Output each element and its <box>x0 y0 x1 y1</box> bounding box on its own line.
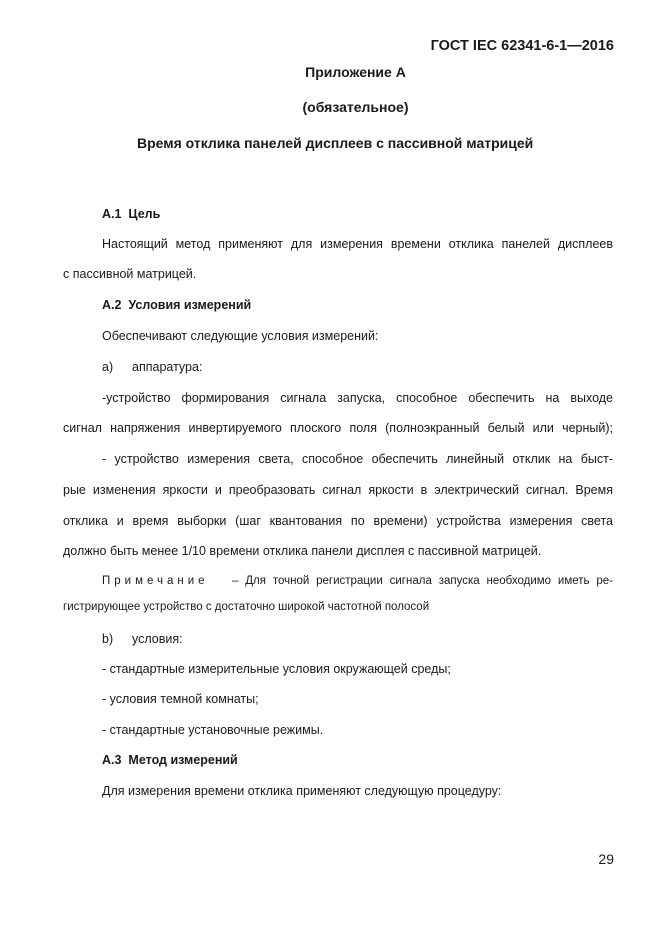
section-number: А.1 <box>102 207 122 221</box>
list-item: - условия темной комнаты; <box>102 692 259 706</box>
appendix-status: (обязательное) <box>302 99 409 115</box>
paragraph-line: -устройство формирования сигнала запуска, способное обеспечить на выходе <box>102 391 613 405</box>
list-label-a: a) <box>102 360 114 374</box>
note-text-line: – Для точной регистрации сигнала запуска необходимо иметь ре- <box>232 575 613 587</box>
document-code: ГОСТ IEC 62341-6-1—2016 <box>430 38 614 54</box>
section-title: Условия измерений <box>128 298 252 312</box>
appendix-heading: Время отклика панелей дисплеев с пассивной матрицей <box>137 135 534 151</box>
list-item: - стандартные измерительные условия окружающей среды; <box>102 662 451 676</box>
list-label-b: b) <box>102 632 114 646</box>
paragraph-line: с пассивной матрицей. <box>63 267 197 281</box>
section-a3-heading <box>102 753 238 767</box>
paragraph-line: Настоящий метод применяют для измерения времени отклика панелей дисплеев <box>102 237 613 251</box>
appendix-title: Приложение А <box>305 64 406 80</box>
note-label: Примечание <box>102 575 209 587</box>
section-a1-heading <box>102 207 160 221</box>
list-item: - стандартные установочные режимы. <box>102 723 324 737</box>
note-text-line: гистрирующее устройство с достаточно широкой частотной полосой <box>63 601 430 613</box>
paragraph-line: Для измерения времени отклика применяют следующую процедуру: <box>102 784 502 798</box>
paragraph-line: рые изменения яркости и преобразовать сигнал яркости в электрический сигнал. Время <box>63 483 613 497</box>
section-number: А.2 <box>102 298 122 312</box>
list-text-b: условия: <box>132 632 183 646</box>
section-title: Метод измерений <box>128 753 238 767</box>
paragraph-line: должно быть менее 1/10 времени отклика панели дисплея с пассивной матрицей. <box>63 544 542 558</box>
section-number: А.3 <box>102 753 122 767</box>
paragraph-line: отклика и время выборки (шаг квантования по времени) устройства измерения света <box>63 514 613 528</box>
page-number: 29 <box>598 851 614 867</box>
list-text-a: аппаратура: <box>132 360 203 374</box>
paragraph-line: сигнал напряжения инвертируемого плоского поля (полноэкранный белый или черный); <box>63 421 613 435</box>
section-a2-heading <box>102 298 251 312</box>
paragraph-line: Обеспечивают следующие условия измерений: <box>102 329 379 343</box>
section-title: Цель <box>128 207 161 221</box>
paragraph-line: - устройство измерения света, способное обеспечить линейный отклик на быст- <box>102 452 613 466</box>
